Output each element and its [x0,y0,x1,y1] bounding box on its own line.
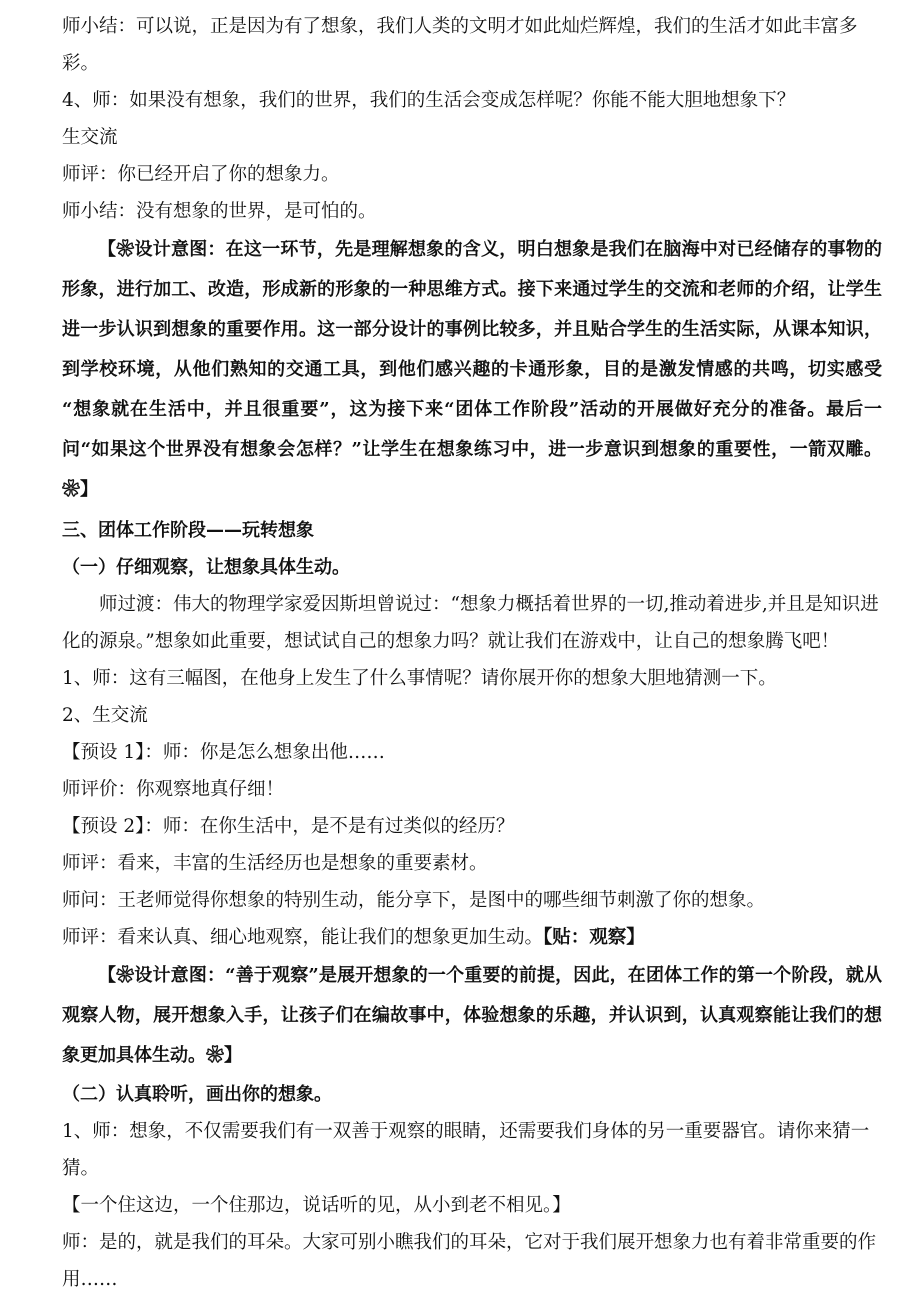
preset-2: 【预设 2】：师：在你生活中，是不是有过类似的经历？ [62,816,515,837]
teacher-evaluation-3 [62,919,882,956]
teacher-evaluation-1: 师评价：你观察地真仔细！ [62,779,285,800]
evaluation-3-text: 师评：看来认真、细心地观察，能让我们的想象更加生动。 [62,927,544,948]
subsection-1-title: （一）仔细观察，让想象具体生动。 [62,557,350,578]
question-4: 4、师：如果没有想象，我们的世界，我们的生活会变成怎样呢？你能不能大胆地想象下？ [62,90,796,111]
subsection-2-title: （二）认真聆听，画出你的想象。 [62,1084,332,1105]
section-3-title: 三、团体工作阶段——玩转想象 [62,520,314,541]
document-page [62,8,882,1298]
teacher-evaluation-2: 师评：看来，丰富的生活经历也是想象的重要素材。 [62,853,488,874]
teacher-summary-1: 师小结：可以说，正是因为有了想象，我们人类的文明才如此灿烂辉煌，我们的生活才如此丰富多彩。 [62,16,858,74]
teacher-comment: 师评：你已经开启了你的想象力。 [62,164,340,185]
question-3: 1、师：想象，不仅需要我们有一双善于观察的眼睛，还需要我们身体的另一重要器官。请你来猜一猜。 [62,1121,870,1179]
riddle: 【一个住这边，一个住那边，说话听的见，从小到老不相见。】 [62,1195,571,1216]
student-exchange: 生交流 [62,127,118,148]
teacher-answer: 师：是的，就是我们的耳朵。大家可别小瞧我们的耳朵，它对于我们展开想象力也有着非常重要的作用…… [62,1232,877,1290]
teacher-summary-2: 师小结：没有想象的世界，是可怕的。 [62,201,377,222]
question-1: 1、师：这有三幅图，在他身上发生了什么事情呢？请你展开你的想象大胆地猜测一下。 [62,668,777,689]
question-2: 2、生交流 [62,705,148,726]
preset-1: 【预设 1】：师：你是怎么想象出他…… [62,742,385,763]
design-intent-2: 【❀设计意图：“善于观察”是展开想象的一个重要的前提，因此，在团体工作的第一个阶段，就从观察人物，展开想象入手，让孩子们在编故事中，体验想象的乐趣，并认识到，认真观察能让我们的想象更加具体生动。❀】 [62,965,882,1066]
teacher-transition: 师过渡：伟大的物理学家爱因斯坦曾说过：“想象力概括着世界的一切,推动着进步,并且是知识进化的源泉。”想象如此重要，想试试自己的想象力吗？就让我们在游戏中，让自己的想象腾飞吧！ [62,594,879,652]
observe-tag: 【贴：观察】 [543,927,645,948]
teacher-question: 师问：王老师觉得你想象的特别生动，能分享下，是图中的哪些细节刺激了你的想象。 [62,890,766,911]
design-intent-1: 【❀设计意图：在这一环节，先是理解想象的含义，明白想象是我们在脑海中对已经储存的事物的形象，进行加工、改造，形成新的形象的一种思维方式。接下来通过学生的交流和老师的介绍，让学生进一步认识到想象的重要作用。这一部分设计的事例比较多，并且贴合学生的生活实际，从课本知识，到学校环境，从他们熟知的交通工具，到他们感兴趣的卡通形象，目的是激发情感的共鸣，切实感受 “想象就在生活中，并且很重要”，这为接下来“团体工作阶段”活动的开展做好充分的准备。最后一问“如果这个世界没有想象会怎样？”让学生在想象练习中，进一步意识到想象的重要性，一箭双雕。❀】 [62,239,882,500]
